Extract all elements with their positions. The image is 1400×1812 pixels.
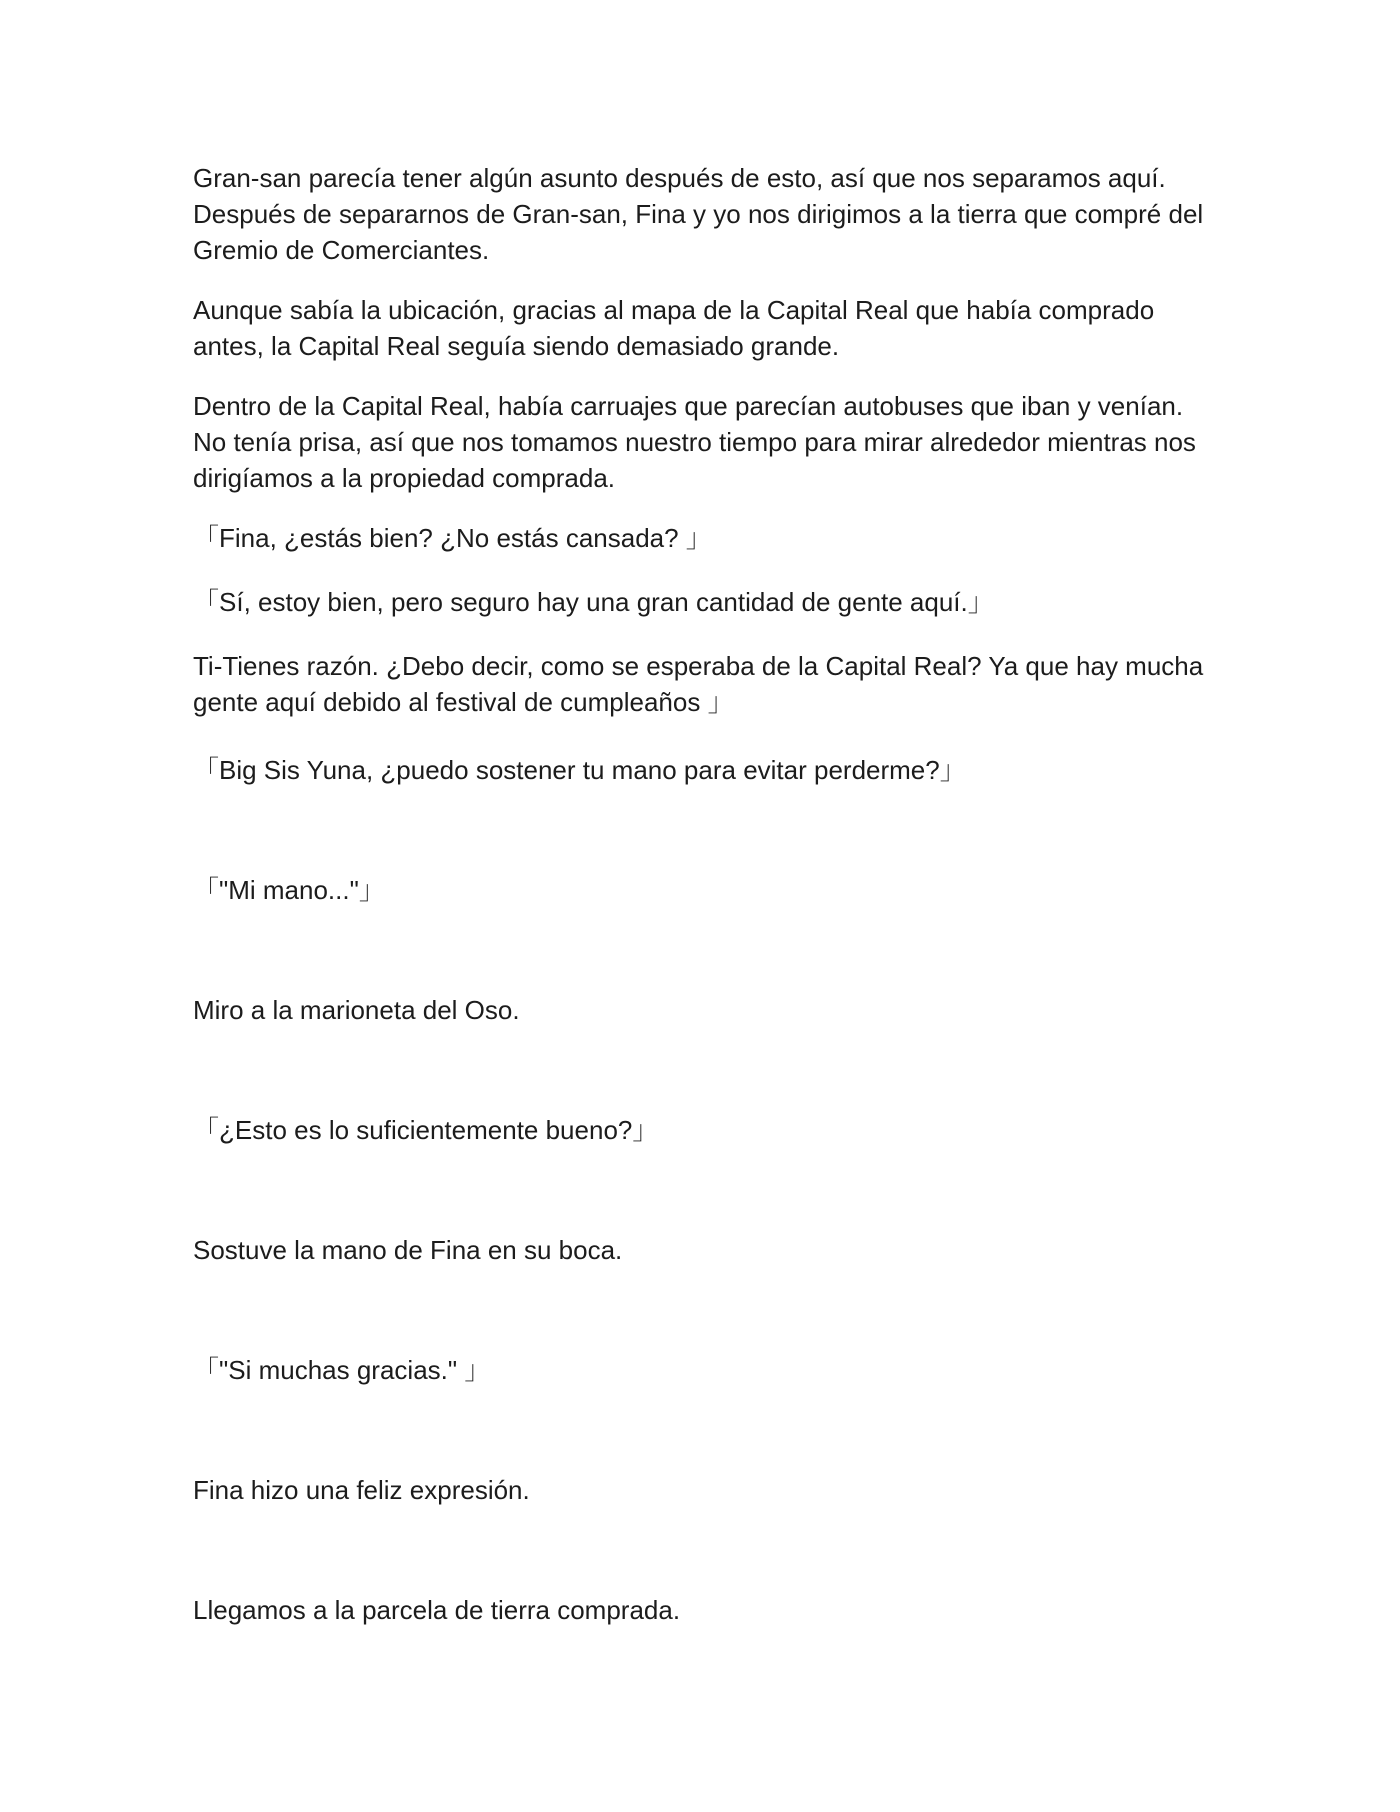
paragraph-2: Aunque sabía la ubicación, gracias al mapa de la Capital Real que había comprado antes, la Capital Real seguía siendo demasiado grande. <box>193 295 1155 361</box>
dialogue-5: 「¿Esto es lo suficientemente bueno?」 <box>193 1115 659 1145</box>
dialogue-2: 「Sí, estoy bien, pero seguro hay una gran cantidad de gente aquí.」 <box>193 587 994 617</box>
paragraph-7: Fina hizo una feliz expresión. <box>193 1475 530 1505</box>
paragraph-4: Ti-Tienes razón. ¿Debo decir, como se esperaba de la Capital Real? Ya que hay mucha gente aquí debido al festival de cumpleaños 」 <box>193 651 1204 717</box>
paragraph-1: Gran-san parecía tener algún asunto después de esto, así que nos separamos aquí. Después de separarnos de Gran-san, Fina y yo nos dirigimos a la tierra que compré del Gremio de Comerciantes. <box>193 163 1204 265</box>
paragraph-3: Dentro de la Capital Real, había carruajes que parecían autobuses que iban y venían. No tenía prisa, así que nos tomamos nuestro tiempo para mirar alrededor mientras nos dirigíamos a la propiedad comprada. <box>193 391 1196 493</box>
dialogue-6: 「"Si muchas gracias." 」 <box>193 1355 491 1385</box>
paragraph-8: Llegamos a la parcela de tierra comprada. <box>193 1595 681 1625</box>
dialogue-3: 「Big Sis Yuna, ¿puedo sostener tu mano para evitar perderme?」 <box>193 755 966 785</box>
dialogue-4: 「"Mi mano..."」 <box>193 875 385 905</box>
paragraph-5: Miro a la marioneta del Oso. <box>193 995 520 1025</box>
dialogue-1: 「Fina, ¿estás bien? ¿No estás cansada? 」 <box>193 523 712 553</box>
paragraph-6: Sostuve la mano de Fina en su boca. <box>193 1235 623 1265</box>
